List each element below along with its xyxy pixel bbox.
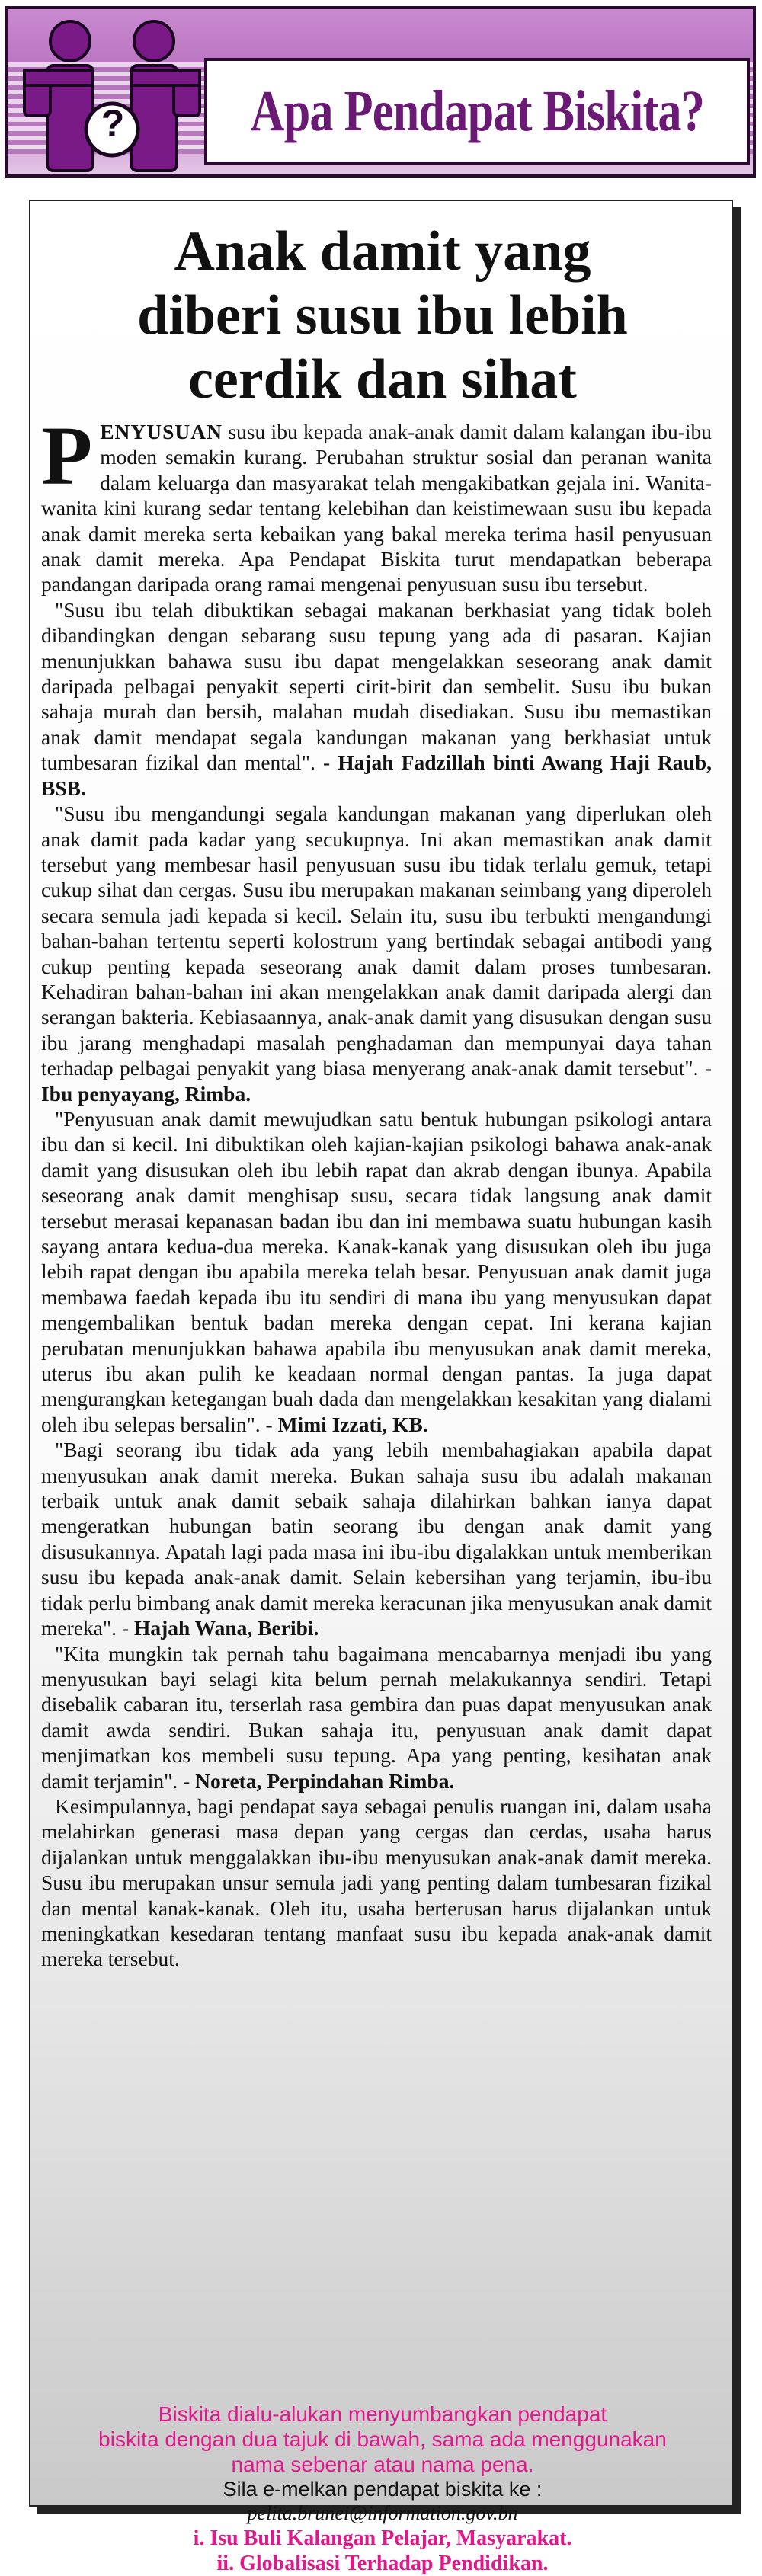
email-prompt: Sila e-melkan pendapat biskita ke : bbox=[223, 2478, 543, 2501]
opinion-author: Hajah Fadzillah binti Awang Haji Raub, BSB. bbox=[41, 750, 712, 800]
opinion-paragraph bbox=[41, 1106, 712, 1437]
headline-line: cerdik dan sihat bbox=[188, 348, 577, 411]
opinion-text: "Susu ibu telah dibuktikan sebagai makanan berkhasiat yang tidak boleh dibandingkan dengan sebarang susu tepung yang ada di pasaran. Kajian menunjukkan bahawa susu ibu dapat mengelakkan seseorang anak damit daripada pelbagai penyakit seperti cirit-birit dan sembelit. Susu ibu bukan sahaja murah dan bersih, malahan mudah disediakan. Susu ibu memastikan anak damit mendapat segala kandungan makanan yang berkhasiat untuk tumbesaran fizikal dan mental". - bbox=[41, 597, 712, 775]
question-mark-glyph: ? bbox=[101, 102, 125, 145]
headline-line: diberi susu ibu lebih bbox=[137, 284, 628, 347]
opinion-author: Ibu penyayang, Rimba. bbox=[41, 1081, 251, 1106]
opinion-paragraph bbox=[41, 1641, 712, 1794]
topic-item: i. Isu Buli Kalangan Pelajar, Masyarakat. bbox=[193, 2526, 572, 2550]
opinion-text: "Kita mungkin tak pernah tahu bagaimana mencabarnya menjadi ibu yang menyusukan bayi selagi kita belum pernah melakukannya sendiri. Tetapi disebalik cabaran itu, terserlah rasa gembira dan puas dapat menyusukan anak damit awda sendiri. Bukan sahaja itu, penyusuan anak damit dapat menjimatkan kos membeli susu tepung. Apa yang penting, kesihatan anak damit terjamin". - bbox=[41, 1641, 712, 1793]
banner-title-box bbox=[204, 58, 750, 165]
email-address-link[interactable]: pelita.brunei@information.gov.bn bbox=[247, 2502, 518, 2524]
opinion-paragraph bbox=[41, 597, 712, 801]
invite-line: biskita dengan dua tajuk di bawah, sama ada menggunakan bbox=[98, 2427, 667, 2451]
opinion-paragraph bbox=[41, 801, 712, 1106]
headline bbox=[30, 219, 735, 411]
topic-item: ii. Globalisasi Terhadap Pendidikan. bbox=[216, 2552, 549, 2575]
column-banner bbox=[5, 6, 756, 178]
discussion-people-icon bbox=[17, 15, 207, 175]
opinion-text: "Penyusuan anak damit mewujudkan satu bentuk hubungan psikologi antara ibu dan si kecil. Ini dibuktikan oleh kajian-kajian psikologi bahawa anak-anak damit yang disusukan oleh ibu lebih rapat dan akrab dengan ibunya. Apabila seseorang anak damit menghisap susu, secara tidak langsung anak damit tersebut merasai kepanasan badan ibu dan ini membawa suatu hubungan kasih sayang antara kedua-dua mereka. Kanak-kanak yang disusukan oleh ibu juga lebih rapat dengan ibu apabila mereka telah besar. Penyusuan anak damit juga membawa faedah kepada ibu itu sendiri di mana ibu yang menyusukan dapat mengembalikan bentuk badan mereka dengan cepat. Ini kerana kajian perubatan menunjukkan bahawa apabila ibu menyusukan anak damit mereka, uterus ibu akan pulih ke keadaan normal dengan pantas. Ia juga dapat mengurangkan ketegangan buah dada dan mengelakkan kesakitan yang dialami oleh ibu selepas bersalin". - bbox=[41, 1106, 712, 1436]
opinion-text: "Susu ibu mengandungi segala kandungan makanan yang diperlukan oleh anak damit pada kadar yang secukupnya. Ini akan memastikan anak damit tersebut yang membesar hasil penyusuan susu ibu tidak terlalu gemuk, tetapi cukup sihat dan cergas. Susu ibu merupakan makanan seimbang yang diperoleh secara semula jadi kepada si kecil. Selain itu, susu ibu terbukti mengandungi bahan-bahan tertentu seperti kolostrum yang bertindak sebagai antibodi yang cukup penting kepada seseorang anak damit dalam proses tumbesaran. Kehadiran bahan-bahan ini akan mengelakkan anak damit daripada alergi dan serangan bakteria. Kebiasaannya, anak-anak damit yang disusukan dengan susu ibu jarang menghadapi masalah penghadaman dan mempunyai daya tahan terhadap pelbagai penyakit yang biasa menyerang anak-anak damit tersebut". - bbox=[41, 802, 712, 1080]
headline-line: Anak damit yang bbox=[174, 220, 591, 283]
opinion-text: "Bagi seorang ibu tidak ada yang lebih membahagiakan apabila dapat menyusukan anak damit mereka. Bukan sahaja susu ibu adalah makanan terbaik untuk anak damit sebaik sahaja dilahirkan bahkan ianya dapat mengeratkan hubungan batin seorang ibu dengan anak damit yang disusukannya. Apatah lagi pada masa ini ibu-ibu digalakkan untuk memberikan susu ibu kepada anak-anak damit. Selain kebersihan yang terjamin, ibu-ibu tidak perlu bimbang anak damit mereka keracunan jika menyusukan anak damit mereka". - bbox=[41, 1438, 712, 1640]
submission-footer bbox=[30, 2402, 735, 2576]
invite-line: nama sebenar atau nama pena. bbox=[231, 2453, 534, 2476]
intro-text: susu ibu kepada anak-anak damit dalam kalangan ibu-ibu moden semakin kurang. Perubahan struktur sosial dan peranan wanita dalam keluarga dan masyarakat telah mengakibatkan gejala ini. Wanita-wanita kini kurang sedar tentang kelebihan dan keistimewaan susu ibu kepada anak damit mereka serta kebaikan yang bakal mereka terima hasil penyusuan anak damit mereka. Apa Pendapat Biskita turut mendapatkan beberapa pandangan daripada orang ramai mengenai penyusuan susu ibu tersebut. bbox=[41, 420, 712, 597]
conclusion-paragraph: Kesimpulannya, bagi pendapat saya sebagai penulis ruangan ini, dalam usaha melahirkan generasi masa depan yang cergas dan cerdas, usaha harus dijalankan untuk menggalakkan ibu-ibu menyusukan anak-anak damit mereka. Susu ibu merupakan unsur semula jadi yang penting dalam tumbesaran fizikal dan mental kanak-kanak. Oleh itu, usaha berterusan harus dijalankan untuk meningkatkan kesedaran tentang manfaat susu ibu kepada anak-anak damit mereka tersebut. bbox=[41, 1794, 712, 1971]
banner-title: Apa Pendapat Biskita? bbox=[250, 78, 704, 143]
article-body bbox=[41, 409, 712, 1972]
intro-paragraph bbox=[41, 409, 712, 597]
opinion-author: Mimi Izzati, KB. bbox=[277, 1412, 428, 1436]
article-box bbox=[29, 200, 733, 2575]
opinion-author: Noreta, Perpindahan Rimba. bbox=[195, 1768, 455, 1793]
dropcap: P bbox=[41, 409, 93, 502]
opinion-author: Hajah Wana, Beribi. bbox=[133, 1616, 319, 1640]
invite-line: Biskita dialu-alukan menyumbangkan pendapat bbox=[158, 2402, 607, 2426]
opinion-paragraph bbox=[41, 1437, 712, 1640]
lead-caps: ENYUSUAN bbox=[100, 420, 223, 443]
